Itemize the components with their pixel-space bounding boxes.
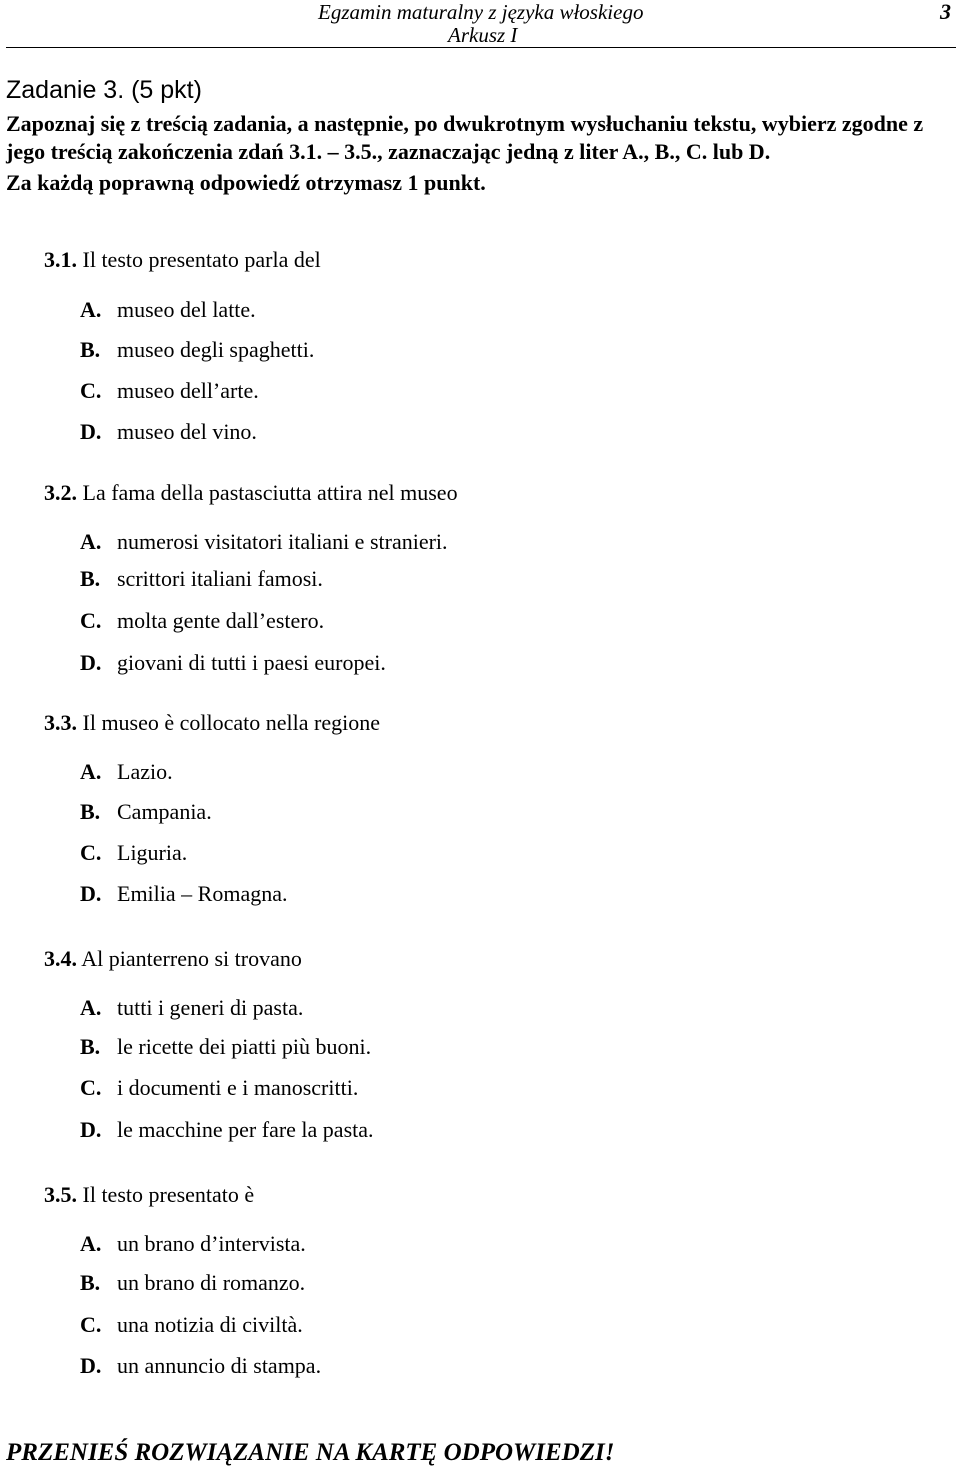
- option-letter: B.: [80, 1270, 101, 1295]
- option-text: i documenti e i manoscritti.: [117, 1075, 359, 1100]
- option-text: giovani di tutti i paesi europei.: [117, 650, 386, 675]
- option-d[interactable]: [80, 650, 386, 676]
- option-a[interactable]: [80, 529, 448, 555]
- option-letter: B.: [80, 566, 101, 591]
- option-d[interactable]: [80, 881, 287, 907]
- exam-title: Egzamin maturalny z języka włoskiego: [318, 0, 644, 24]
- option-a[interactable]: [80, 1231, 306, 1257]
- task-instructions: [6, 110, 954, 197]
- option-b[interactable]: [80, 1270, 305, 1296]
- option-letter: D.: [80, 1353, 102, 1378]
- option-text: museo del latte.: [117, 297, 256, 322]
- option-a[interactable]: [80, 759, 173, 785]
- question-stem: [44, 710, 380, 736]
- option-text: Emilia – Romagna.: [117, 881, 288, 906]
- option-letter: A.: [80, 529, 102, 554]
- option-text: Campania.: [117, 799, 212, 824]
- option-c[interactable]: [80, 840, 187, 866]
- page-number: 3: [940, 0, 951, 24]
- option-letter: A.: [80, 1231, 102, 1256]
- option-b[interactable]: [80, 799, 212, 825]
- option-text: Lazio.: [117, 759, 173, 784]
- option-text: tutti i generi di pasta.: [117, 995, 304, 1020]
- option-text: numerosi visitatori italiani e stranieri.: [117, 529, 448, 554]
- option-text: un brano di romanzo.: [117, 1270, 306, 1295]
- option-b[interactable]: [80, 566, 323, 592]
- option-text: un annuncio di stampa.: [117, 1353, 322, 1378]
- question-text: La fama della pastasciutta attira nel museo: [82, 480, 458, 505]
- option-text: museo dell’arte.: [117, 378, 259, 403]
- option-c[interactable]: [80, 378, 259, 404]
- question-stem: [44, 480, 458, 506]
- option-letter: D.: [80, 650, 102, 675]
- option-text: museo del vino.: [117, 419, 257, 444]
- question-stem: [44, 1182, 254, 1208]
- option-letter: C.: [80, 1075, 102, 1100]
- answer-sheet-reminder: PRZENIEŚ ROZWIĄZANIE NA KARTĘ ODPOWIEDZI!: [6, 1439, 615, 1466]
- option-letter: B.: [80, 799, 101, 824]
- question-stem: [44, 946, 302, 972]
- question-text: Il testo presentato parla del: [82, 247, 321, 272]
- option-letter: C.: [80, 840, 102, 865]
- option-text: molta gente dall’estero.: [117, 608, 325, 633]
- question-text: Il museo è collocato nella regione: [82, 710, 380, 735]
- option-c[interactable]: [80, 1312, 303, 1338]
- question-number: 3.3.: [44, 710, 77, 735]
- header-divider: [6, 47, 956, 48]
- question-number: 3.2.: [44, 480, 77, 505]
- question-3-2: [44, 480, 458, 675]
- option-d[interactable]: [80, 419, 257, 445]
- question-stem: [44, 247, 321, 273]
- question-number: 3.5.: [44, 1182, 77, 1207]
- option-text: le ricette dei piatti più buoni.: [117, 1034, 372, 1059]
- option-letter: D.: [80, 419, 102, 444]
- option-letter: D.: [80, 881, 102, 906]
- option-a[interactable]: [80, 297, 256, 323]
- option-letter: C.: [80, 608, 102, 633]
- question-3-5: [44, 1182, 322, 1378]
- option-text: museo degli spaghetti.: [117, 337, 315, 362]
- question-number: 3.4.: [44, 946, 77, 971]
- option-c[interactable]: [80, 608, 324, 634]
- option-letter: C.: [80, 378, 102, 403]
- option-letter: B.: [80, 337, 101, 362]
- option-b[interactable]: [80, 337, 314, 363]
- option-letter: A.: [80, 297, 102, 322]
- option-text: una notizia di civiltà.: [117, 1312, 303, 1337]
- question-3-3: [44, 710, 380, 906]
- option-text: un brano d’intervista.: [117, 1231, 306, 1256]
- page-header: [0, 0, 960, 48]
- instruction-text: Zapoznaj się z treścią zadania, a następnie, po dwukrotnym wysłuchaniu tekstu, wybierz zgodne z jego treścią zakończenia zdań 3.1. – 3.5., zaznaczając jedną z liter A., B., C. lub D.: [6, 111, 924, 164]
- option-letter: C.: [80, 1312, 102, 1337]
- option-c[interactable]: [80, 1075, 358, 1101]
- option-text: Liguria.: [117, 840, 188, 865]
- option-d[interactable]: [80, 1353, 321, 1379]
- sheet-label: Arkusz I: [448, 23, 518, 47]
- option-letter: A.: [80, 995, 102, 1020]
- option-letter: D.: [80, 1117, 102, 1142]
- option-letter: A.: [80, 759, 102, 784]
- option-text: le macchine per fare la pasta.: [117, 1117, 374, 1142]
- option-d[interactable]: [80, 1117, 374, 1143]
- option-letter: B.: [80, 1034, 101, 1059]
- question-text: Il testo presentato è: [82, 1182, 255, 1207]
- option-b[interactable]: [80, 1034, 371, 1060]
- question-number: 3.1.: [44, 247, 77, 272]
- question-text: Al pianterreno si trovano: [81, 946, 302, 971]
- question-3-1: [44, 247, 321, 444]
- option-a[interactable]: [80, 995, 303, 1021]
- points-note: Za każdą poprawną odpowiedź otrzymasz 1 punkt.: [6, 170, 486, 195]
- question-3-4: [44, 946, 374, 1142]
- task-title: Zadanie 3. (5 pkt): [6, 76, 202, 104]
- option-text: scrittori italiani famosi.: [117, 566, 323, 591]
